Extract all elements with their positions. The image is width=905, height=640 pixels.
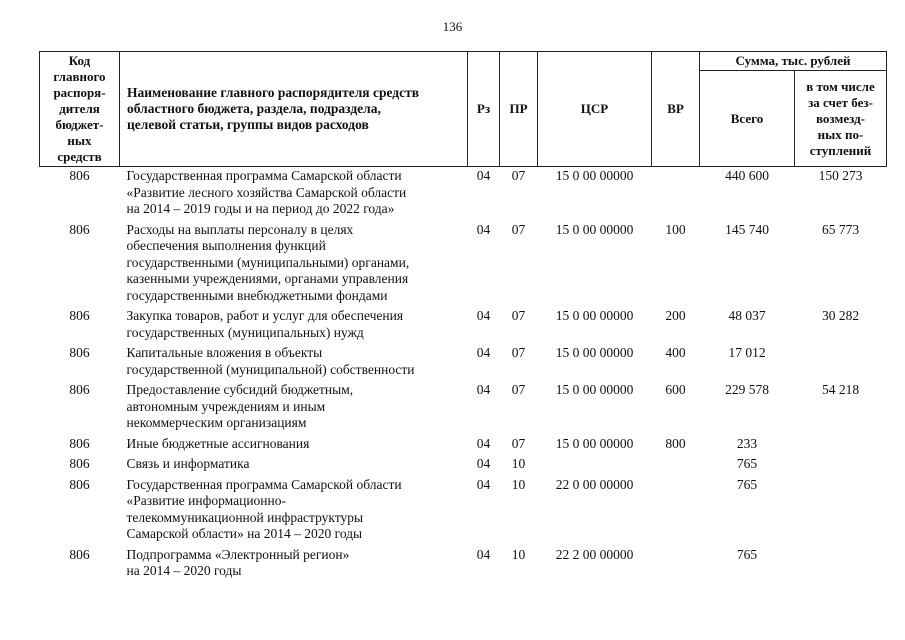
cell-name-line: телекоммуникационной инфраструктуры bbox=[126, 509, 364, 525]
cell-gratis bbox=[795, 435, 887, 456]
header-total: Всего bbox=[700, 71, 795, 167]
cell-gratis: 65 773 bbox=[821, 221, 860, 237]
cell-code: 806 bbox=[69, 546, 90, 562]
cell-code: 806 bbox=[69, 345, 90, 360]
cell-vr bbox=[652, 476, 700, 546]
cell-csr: 15 0 00 00000 bbox=[555, 435, 634, 451]
cell-total: 765 bbox=[736, 456, 758, 471]
header-pr: ПР bbox=[500, 52, 538, 167]
cell-gratis: 30 282 bbox=[821, 308, 860, 323]
cell-gratis: 54 218 bbox=[821, 382, 860, 397]
cell-rz: 04 bbox=[476, 345, 491, 360]
table-row bbox=[40, 344, 887, 381]
cell-pr: 07 bbox=[511, 168, 526, 183]
cell-name-line: Государственная программа Самарской области bbox=[126, 168, 402, 183]
cell-csr bbox=[538, 455, 652, 476]
header-name: Наименование главного распорядителя средств областного бюджета, раздела, подраздела, целевой статьи, группы видов расходов bbox=[120, 52, 468, 167]
cell-csr: 15 0 00 00000 bbox=[555, 382, 634, 397]
table-header bbox=[40, 52, 887, 167]
cell-name-line: Расходы на выплаты персоналу в целях bbox=[126, 221, 354, 237]
cell-name-line: государственной (муниципальной) собственности bbox=[126, 361, 415, 377]
cell-name-line: государственными (муниципальными) органами, bbox=[126, 254, 410, 270]
cell-gratis bbox=[795, 344, 887, 381]
cell-name-line: государственных (муниципальных) нужд bbox=[126, 324, 364, 340]
cell-csr: 15 0 00 00000 bbox=[555, 308, 634, 323]
cell-rz: 04 bbox=[476, 476, 491, 492]
cell-name bbox=[120, 221, 468, 308]
cell-code: 806 bbox=[69, 435, 90, 451]
cell-pr: 10 bbox=[511, 546, 526, 562]
cell-name bbox=[120, 307, 468, 344]
cell-pr: 07 bbox=[511, 308, 526, 323]
cell-name-line: обеспечения выполнения функций bbox=[126, 238, 326, 253]
header-code: Код главного распоря- дителя бюджет- ных средств bbox=[40, 52, 120, 167]
cell-vr: 400 bbox=[665, 345, 686, 360]
header-rz: Рз bbox=[468, 52, 500, 167]
header-sum-group: Сумма, тыс. рублей bbox=[700, 52, 887, 71]
cell-code: 806 bbox=[69, 168, 90, 183]
cell-code: 806 bbox=[69, 456, 90, 471]
table-row bbox=[40, 381, 887, 435]
cell-csr: 22 0 00 00000 bbox=[555, 476, 634, 492]
cell-total: 765 bbox=[736, 546, 758, 562]
cell-total: 765 bbox=[736, 476, 758, 492]
cell-rz: 04 bbox=[476, 221, 491, 237]
cell-name bbox=[120, 344, 468, 381]
cell-name-line: Предоставление субсидий бюджетным, bbox=[126, 382, 354, 397]
cell-gratis bbox=[795, 546, 887, 583]
cell-name-line: автономным учреждениям и иным bbox=[126, 398, 326, 414]
table-row bbox=[40, 307, 887, 344]
table-body bbox=[40, 167, 887, 583]
cell-pr: 07 bbox=[511, 382, 526, 397]
cell-name-line: Капитальные вложения в объекты bbox=[126, 345, 323, 360]
cell-name-line: Закупка товаров, работ и услуг для обеспечения bbox=[126, 308, 404, 323]
cell-name-line: Государственная программа Самарской области bbox=[126, 476, 402, 492]
cell-vr bbox=[652, 455, 700, 476]
cell-name-line: Подпрограмма «Электронный регион» bbox=[126, 546, 350, 562]
cell-vr: 800 bbox=[665, 435, 686, 451]
cell-vr: 100 bbox=[665, 221, 686, 237]
cell-name bbox=[120, 476, 468, 546]
cell-code: 806 bbox=[69, 221, 90, 237]
cell-name bbox=[120, 455, 468, 476]
cell-pr: 10 bbox=[511, 456, 526, 471]
cell-name-line: на 2014 – 2019 годы и на период до 2022 года» bbox=[126, 201, 395, 216]
header-gratis: в том числе за счет без- возмезд- ных по- ступлений bbox=[795, 71, 887, 167]
cell-name-line: «Развитие лесного хозяйства Самарской области bbox=[126, 184, 407, 200]
table-row bbox=[40, 435, 887, 456]
cell-name-line: государственными внебюджетными фондами bbox=[126, 287, 388, 303]
cell-name-line: некоммерческим организациям bbox=[126, 415, 307, 430]
cell-vr bbox=[652, 546, 700, 583]
table-row bbox=[40, 455, 887, 476]
cell-name-line: казенными учреждениями, органами управления bbox=[126, 271, 409, 286]
cell-total: 233 bbox=[736, 435, 758, 451]
cell-total: 440 600 bbox=[725, 168, 769, 183]
header-vr: ВР bbox=[652, 52, 700, 167]
table-row bbox=[40, 476, 887, 546]
cell-code: 806 bbox=[69, 382, 90, 397]
table-row bbox=[40, 546, 887, 583]
cell-name bbox=[120, 167, 468, 221]
cell-pr: 07 bbox=[511, 221, 526, 237]
cell-vr bbox=[652, 167, 700, 221]
table-row bbox=[40, 221, 887, 308]
cell-gratis: 150 273 bbox=[818, 168, 863, 183]
cell-name bbox=[120, 435, 468, 456]
cell-csr: 22 2 00 00000 bbox=[555, 546, 634, 562]
cell-pr: 10 bbox=[511, 476, 526, 492]
cell-csr: 15 0 00 00000 bbox=[555, 221, 634, 237]
cell-total: 48 037 bbox=[728, 308, 766, 323]
table-row bbox=[40, 167, 887, 221]
cell-total: 145 740 bbox=[725, 221, 769, 237]
cell-name-line: «Развитие информационно- bbox=[126, 493, 287, 508]
budget-table bbox=[39, 51, 887, 583]
cell-csr: 15 0 00 00000 bbox=[555, 168, 634, 183]
cell-rz: 04 bbox=[476, 456, 491, 471]
cell-csr: 15 0 00 00000 bbox=[555, 345, 634, 360]
cell-name-line: Иные бюджетные ассигнования bbox=[126, 435, 310, 451]
cell-vr: 600 bbox=[665, 382, 686, 397]
cell-rz: 04 bbox=[476, 168, 491, 183]
cell-vr: 200 bbox=[665, 308, 686, 323]
cell-name-line: Самарской области» на 2014 – 2020 годы bbox=[126, 526, 363, 541]
cell-pr: 07 bbox=[511, 435, 526, 451]
cell-code: 806 bbox=[69, 308, 90, 323]
page-number: 136 bbox=[442, 19, 463, 34]
cell-code: 806 bbox=[69, 476, 90, 492]
cell-pr: 07 bbox=[511, 345, 526, 360]
cell-total: 229 578 bbox=[725, 382, 769, 397]
cell-rz: 04 bbox=[476, 382, 491, 397]
cell-name bbox=[120, 381, 468, 435]
cell-name bbox=[120, 546, 468, 583]
cell-gratis bbox=[795, 455, 887, 476]
cell-total: 17 012 bbox=[728, 345, 766, 360]
cell-rz: 04 bbox=[476, 308, 491, 323]
cell-name-line: на 2014 – 2020 годы bbox=[126, 563, 242, 578]
header-csr: ЦСР bbox=[538, 52, 652, 167]
cell-gratis bbox=[795, 476, 887, 546]
cell-rz: 04 bbox=[476, 546, 491, 562]
cell-name-line: Связь и информатика bbox=[126, 456, 250, 471]
cell-rz: 04 bbox=[476, 435, 491, 451]
